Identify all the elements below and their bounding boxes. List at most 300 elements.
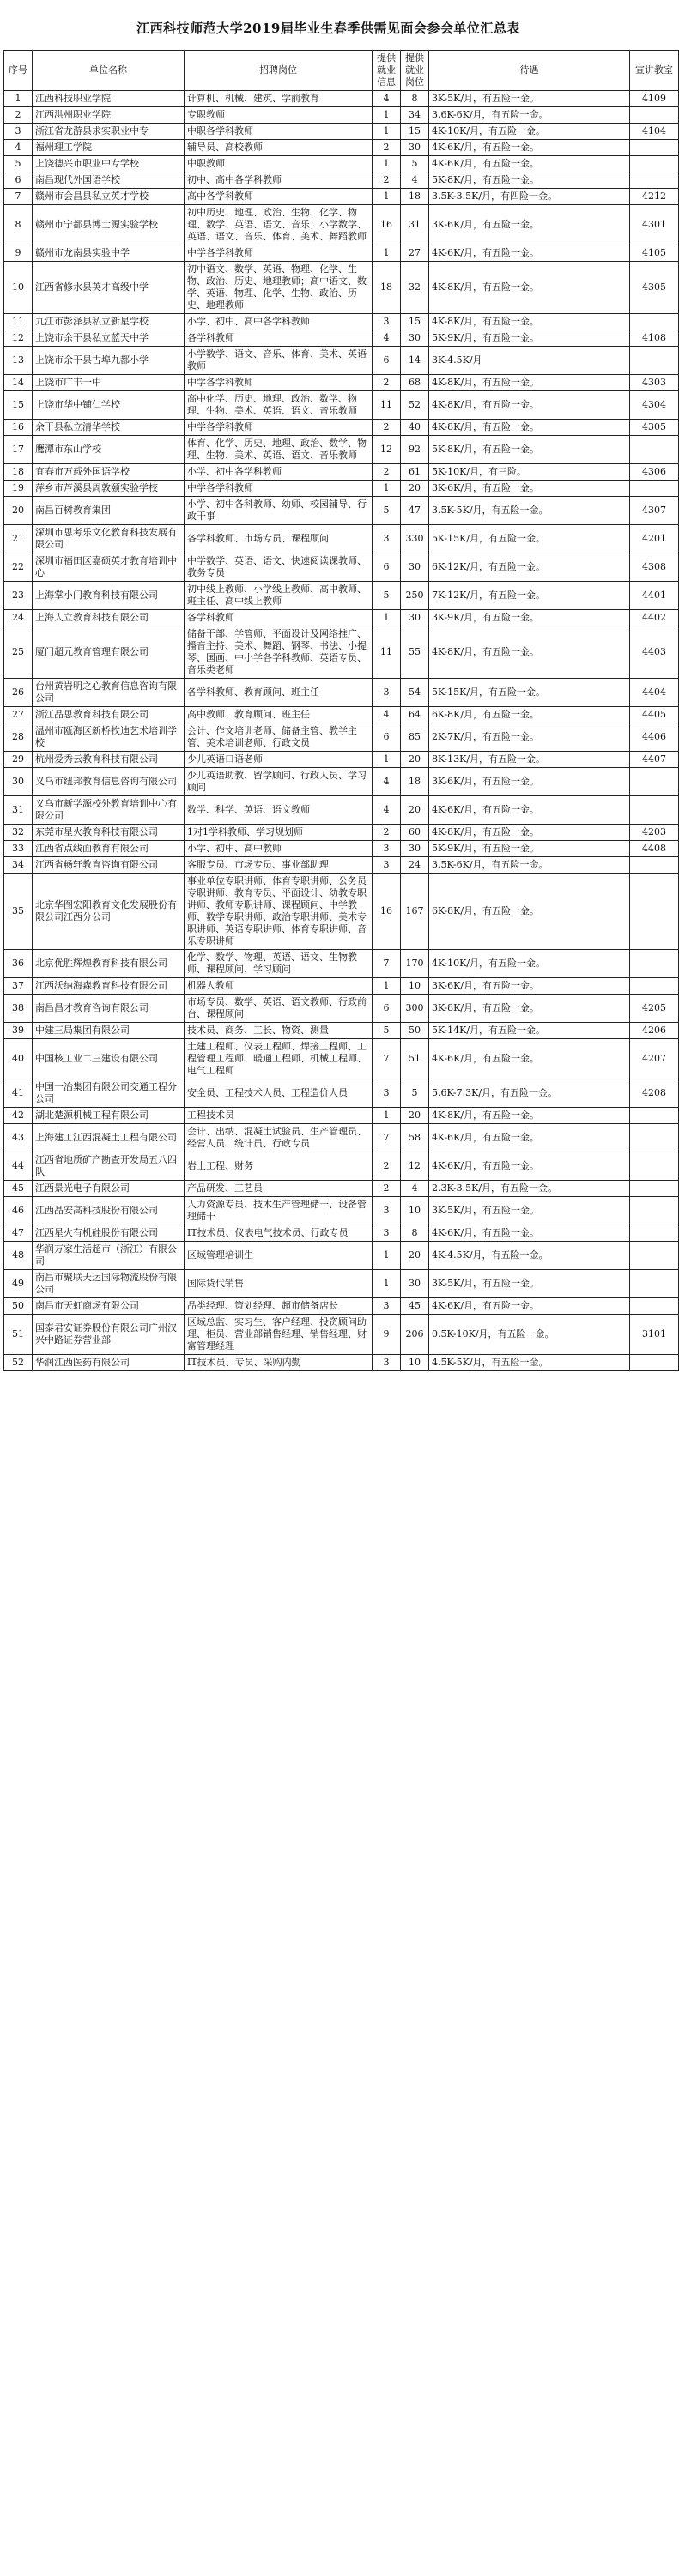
table-header-row [4, 51, 679, 91]
cell-unit-name: 南昌市天虹商场有限公司 [33, 1298, 185, 1315]
cell-unit-name: 浙江品思教育科技有限公司 [33, 707, 185, 723]
cell-unit-name: 江西省地质矿产勘查开发局五八四队 [33, 1152, 185, 1181]
table-row [4, 91, 679, 107]
table-row [4, 436, 679, 464]
cell-unit-name: 浙江省龙游县求实职业中专 [33, 124, 185, 140]
cell-provide-jobs: 30 [401, 553, 429, 582]
table-row [4, 610, 679, 626]
cell-positions: 储备干部、学管师、平面设计及网络推广、播音主持、美术、舞蹈、钢琴、书法、小提琴、国画、中小学各学科教师、英语专员、音乐类老师 [185, 626, 373, 679]
cell-provide-jobs: 92 [401, 436, 429, 464]
cell-no: 7 [4, 189, 33, 205]
cell-room: 4201 [630, 525, 679, 553]
table-row [4, 172, 679, 189]
cell-positions: 中学数学、英语、语文、快速阅读课教师、教务专员 [185, 553, 373, 582]
cell-unit-name: 南昌现代外国语学校 [33, 172, 185, 189]
cell-provide-jobs: 64 [401, 707, 429, 723]
cell-no: 31 [4, 796, 33, 825]
cell-pay: 6K-8K/月，有五险一金。 [429, 707, 630, 723]
cell-unit-name: 宜春市万载外国语学校 [33, 464, 185, 481]
cell-provide-info: 3 [373, 679, 401, 707]
cell-room: 4105 [630, 245, 679, 262]
cell-positions: 专职教师 [185, 107, 373, 124]
cell-positions: 国际货代销售 [185, 1270, 373, 1298]
cell-pay: 7K-12K/月，有五险一金。 [429, 582, 630, 610]
table-row [4, 497, 679, 525]
cell-provide-jobs: 206 [401, 1315, 429, 1355]
cell-unit-name: 江西省修水县英才高级中学 [33, 262, 185, 314]
cell-no: 51 [4, 1315, 33, 1355]
cell-no: 41 [4, 1079, 33, 1108]
cell-provide-jobs: 10 [401, 978, 429, 995]
cell-provide-jobs: 61 [401, 464, 429, 481]
table-row [4, 245, 679, 262]
table-row [4, 679, 679, 707]
table-row [4, 314, 679, 330]
cell-provide-info: 3 [373, 841, 401, 857]
cell-room: 4303 [630, 375, 679, 391]
cell-room: 4301 [630, 205, 679, 245]
cell-positions: 高中教师、教育顾问、班主任 [185, 707, 373, 723]
cell-pay: 4K-6K/月，有五险一金。 [429, 140, 630, 156]
cell-room: 4407 [630, 752, 679, 768]
cell-provide-jobs: 55 [401, 626, 429, 679]
cell-pay: 4K-8K/月，有五险一金。 [429, 420, 630, 436]
cell-unit-name: 厦门超元教育管理有限公司 [33, 626, 185, 679]
cell-no: 33 [4, 841, 33, 857]
cell-provide-info: 3 [373, 1079, 401, 1108]
table-row [4, 391, 679, 420]
cell-no: 24 [4, 610, 33, 626]
cell-room: 4104 [630, 124, 679, 140]
cell-room: 4206 [630, 1023, 679, 1039]
cell-room [630, 1152, 679, 1181]
table-row [4, 189, 679, 205]
cell-positions: 初中历史、地理、政治、生物、化学、物理、数学、英语、语文、音乐；小学数学、英语、语文、音乐、体育、美术、舞蹈教师 [185, 205, 373, 245]
cell-provide-jobs: 170 [401, 950, 429, 978]
table-row [4, 1315, 679, 1355]
cell-provide-jobs: 51 [401, 1039, 429, 1079]
cell-room: 4307 [630, 497, 679, 525]
cell-provide-info: 5 [373, 497, 401, 525]
cell-unit-name: 南昌昌才教育咨询有限公司 [33, 995, 185, 1023]
cell-no: 5 [4, 156, 33, 172]
table-row [4, 330, 679, 347]
cell-provide-jobs: 15 [401, 124, 429, 140]
cell-provide-info: 7 [373, 1124, 401, 1152]
cell-provide-jobs: 45 [401, 1298, 429, 1315]
cell-positions: 初中线上教师、小学线上教师、高中教师、班主任、高中线上教师 [185, 582, 373, 610]
cell-pay: 5.6K-7.3K/月，有五险一金。 [429, 1079, 630, 1108]
table-row [4, 347, 679, 375]
cell-provide-info: 9 [373, 1315, 401, 1355]
cell-positions: 事业单位专职讲师、体育专职讲师、公务员专职讲师、教育专员、平面设计、幼教专职讲师、教师专职讲师、课程顾问、中学教师、数学专职讲师、政治专职讲师、美术专职讲师、英语专职讲师、体育专职讲师、音乐专职讲师 [185, 874, 373, 950]
cell-provide-jobs: 4 [401, 1181, 429, 1197]
table-row [4, 1181, 679, 1197]
cell-provide-jobs: 24 [401, 857, 429, 874]
cell-positions: 工程技术员 [185, 1108, 373, 1124]
header-provide-info: 提供就业信息 [373, 51, 401, 91]
cell-unit-name: 江西星火有机硅股份有限公司 [33, 1225, 185, 1242]
cell-no: 37 [4, 978, 33, 995]
cell-positions: 土建工程师、仪表工程师、焊接工程师、工程管理工程师、暖通工程师、机械工程师、电气工程师 [185, 1039, 373, 1079]
cell-unit-name: 福州理工学院 [33, 140, 185, 156]
cell-room: 4207 [630, 1039, 679, 1079]
cell-positions: 产品研发、工艺员 [185, 1181, 373, 1197]
cell-no: 13 [4, 347, 33, 375]
cell-provide-info: 2 [373, 172, 401, 189]
cell-provide-info: 11 [373, 391, 401, 420]
cell-no: 18 [4, 464, 33, 481]
table-row [4, 995, 679, 1023]
cell-provide-jobs: 47 [401, 497, 429, 525]
cell-room [630, 1197, 679, 1225]
cell-pay: 0.5K-10K/月，有五险一金。 [429, 1315, 630, 1355]
cell-provide-info: 3 [373, 1298, 401, 1315]
cell-no: 42 [4, 1108, 33, 1124]
cell-provide-info: 1 [373, 610, 401, 626]
cell-pay: 3.6K-6K/月，有五险一金。 [429, 107, 630, 124]
cell-room [630, 1225, 679, 1242]
cell-pay: 6K-8K/月，有五险一金。 [429, 874, 630, 950]
cell-pay: 4K-4.5K/月，有五险一金。 [429, 1242, 630, 1270]
table-row [4, 1108, 679, 1124]
cell-positions: 小学、初中各科教师、幼师、校园辅导、行政干事 [185, 497, 373, 525]
cell-provide-jobs: 167 [401, 874, 429, 950]
cell-provide-jobs: 30 [401, 841, 429, 857]
cell-provide-jobs: 52 [401, 391, 429, 420]
cell-room [630, 107, 679, 124]
cell-no: 9 [4, 245, 33, 262]
cell-no: 22 [4, 553, 33, 582]
cell-room: 4402 [630, 610, 679, 626]
cell-no: 23 [4, 582, 33, 610]
cell-pay: 8K-13K/月，有五险一金。 [429, 752, 630, 768]
cell-room: 4203 [630, 825, 679, 841]
cell-positions: 化学、数学、物理、英语、语文、生物教师、课程顾问、学习顾问 [185, 950, 373, 978]
table-row [4, 796, 679, 825]
header-provide-jobs: 提供就业岗位 [401, 51, 429, 91]
cell-provide-jobs: 85 [401, 723, 429, 752]
cell-positions: 初中语文、数学、英语、物理、化学、生物、政治、历史、地理教师；高中语文、数学、英语、物理、化学、生物、政治、历史、地理教师 [185, 262, 373, 314]
table-row [4, 1039, 679, 1079]
cell-provide-jobs: 20 [401, 1242, 429, 1270]
cell-provide-jobs: 10 [401, 1355, 429, 1371]
table-row [4, 825, 679, 841]
cell-no: 20 [4, 497, 33, 525]
cell-room [630, 436, 679, 464]
cell-positions: 各学科教师 [185, 610, 373, 626]
cell-unit-name: 华润万家生活超市（浙江）有限公司 [33, 1242, 185, 1270]
cell-provide-jobs: 58 [401, 1124, 429, 1152]
cell-provide-jobs: 20 [401, 796, 429, 825]
table-body [4, 91, 679, 1371]
cell-no: 3 [4, 124, 33, 140]
cell-no: 35 [4, 874, 33, 950]
header-name: 单位名称 [33, 51, 185, 91]
cell-pay: 3K-8K/月，有五险一金。 [429, 995, 630, 1023]
cell-provide-info: 2 [373, 1181, 401, 1197]
cell-provide-info: 16 [373, 205, 401, 245]
cell-pay: 3.5K-3.5K/月，有四险一金。 [429, 189, 630, 205]
cell-unit-name: 湖北楚源机械工程有限公司 [33, 1108, 185, 1124]
table-row [4, 1023, 679, 1039]
cell-provide-info: 1 [373, 978, 401, 995]
cell-room: 4305 [630, 262, 679, 314]
cell-no: 12 [4, 330, 33, 347]
cell-pay: 4K-6K/月，有五险一金。 [429, 1124, 630, 1152]
table-row [4, 1197, 679, 1225]
cell-no: 19 [4, 481, 33, 497]
cell-provide-jobs: 18 [401, 768, 429, 796]
cell-room [630, 1270, 679, 1298]
cell-room: 4403 [630, 626, 679, 679]
cell-provide-jobs: 54 [401, 679, 429, 707]
cell-pay: 5K-8K/月，有五险一金。 [429, 172, 630, 189]
cell-provide-info: 2 [373, 140, 401, 156]
cell-room: 4405 [630, 707, 679, 723]
cell-pay: 3K-4.5K/月 [429, 347, 630, 375]
cell-provide-jobs: 250 [401, 582, 429, 610]
cell-provide-info: 4 [373, 707, 401, 723]
cell-provide-jobs: 5 [401, 1079, 429, 1108]
cell-pay: 4K-8K/月，有五险一金。 [429, 626, 630, 679]
table-row [4, 874, 679, 950]
cell-provide-jobs: 18 [401, 189, 429, 205]
cell-provide-info: 3 [373, 525, 401, 553]
cell-provide-info: 1 [373, 245, 401, 262]
cell-room: 4401 [630, 582, 679, 610]
cell-positions: 1对1学科教师、学习规划师 [185, 825, 373, 841]
cell-provide-info: 7 [373, 1039, 401, 1079]
cell-provide-info: 4 [373, 796, 401, 825]
table-row [4, 752, 679, 768]
cell-provide-info: 2 [373, 464, 401, 481]
cell-no: 29 [4, 752, 33, 768]
cell-positions: 小学、初中各学科教师 [185, 464, 373, 481]
cell-positions: 区域管理培训生 [185, 1242, 373, 1270]
cell-unit-name: 上饶市华中铺仁学校 [33, 391, 185, 420]
cell-positions: 小学数学、语文、音乐、体育、美术、英语教师 [185, 347, 373, 375]
cell-provide-info: 3 [373, 1197, 401, 1225]
header-positions: 招聘岗位 [185, 51, 373, 91]
table-row [4, 1124, 679, 1152]
cell-room: 4406 [630, 723, 679, 752]
cell-room [630, 1108, 679, 1124]
cell-no: 32 [4, 825, 33, 841]
cell-pay: 3.5K-6K/月，有五险一金。 [429, 857, 630, 874]
cell-positions: 体育、化学、历史、地理、政治、数学、物理、生物、美术、英语、语文、音乐教师 [185, 436, 373, 464]
cell-pay: 2K-7K/月，有五险一金。 [429, 723, 630, 752]
cell-unit-name: 江西科技职业学院 [33, 91, 185, 107]
cell-no: 36 [4, 950, 33, 978]
table-row [4, 124, 679, 140]
cell-provide-jobs: 12 [401, 1152, 429, 1181]
cell-room [630, 172, 679, 189]
cell-positions: 中学各学科教师 [185, 245, 373, 262]
table-row [4, 1298, 679, 1315]
cell-provide-jobs: 4 [401, 172, 429, 189]
cell-no: 49 [4, 1270, 33, 1298]
cell-provide-jobs: 30 [401, 1270, 429, 1298]
cell-no: 44 [4, 1152, 33, 1181]
cell-no: 27 [4, 707, 33, 723]
cell-no: 25 [4, 626, 33, 679]
table-row [4, 420, 679, 436]
cell-unit-name: 深圳市福田区嘉硕英才教育培训中心 [33, 553, 185, 582]
cell-no: 17 [4, 436, 33, 464]
cell-positions: 中职教师 [185, 156, 373, 172]
cell-unit-name: 余干县私立清华学校 [33, 420, 185, 436]
cell-positions: 会计、出纳、混凝土试验员、生产管理员、经营人员、统计员、行政专员 [185, 1124, 373, 1152]
cell-provide-info: 2 [373, 420, 401, 436]
cell-pay: 4K-6K/月，有五险一金。 [429, 1039, 630, 1079]
table-row [4, 375, 679, 391]
cell-provide-jobs: 20 [401, 752, 429, 768]
cell-positions: 高中化学、历史、地理、政治、数学、物理、生物、美术、英语、语文、音乐教师 [185, 391, 373, 420]
cell-no: 45 [4, 1181, 33, 1197]
cell-pay: 4K-8K/月，有五险一金。 [429, 391, 630, 420]
cell-room: 4408 [630, 841, 679, 857]
cell-pay: 3.5K-5K/月，有五险一金。 [429, 497, 630, 525]
cell-provide-info: 3 [373, 1355, 401, 1371]
cell-positions: 中职各学科教师 [185, 124, 373, 140]
cell-no: 16 [4, 420, 33, 436]
table-row [4, 857, 679, 874]
cell-no: 40 [4, 1039, 33, 1079]
cell-room [630, 1124, 679, 1152]
cell-unit-name: 江西省畅轩教育咨询有限公司 [33, 857, 185, 874]
table-row [4, 140, 679, 156]
cell-room: 4305 [630, 420, 679, 436]
cell-no: 52 [4, 1355, 33, 1371]
cell-provide-jobs: 32 [401, 262, 429, 314]
cell-provide-info: 1 [373, 107, 401, 124]
cell-pay: 3K-5K/月，有五险一金。 [429, 1270, 630, 1298]
cell-provide-jobs: 330 [401, 525, 429, 553]
table-row [4, 1152, 679, 1181]
cell-unit-name: 江西省点线面教育有限公司 [33, 841, 185, 857]
cell-pay: 5K-15K/月，有五险一金。 [429, 679, 630, 707]
cell-positions: 技术员、商务、工长、物资、测量 [185, 1023, 373, 1039]
cell-room: 4205 [630, 995, 679, 1023]
cell-pay: 3K-9K/月，有五险一金。 [429, 610, 630, 626]
cell-positions: 安全员、工程技术人员、工程造价人员 [185, 1079, 373, 1108]
cell-positions: 中学各学科教师 [185, 481, 373, 497]
cell-no: 10 [4, 262, 33, 314]
cell-room [630, 1298, 679, 1315]
cell-positions: IT技术员、仪表电气技术员、行政专员 [185, 1225, 373, 1242]
cell-no: 48 [4, 1242, 33, 1270]
cell-provide-jobs: 15 [401, 314, 429, 330]
cell-unit-name: 江西晶安高科技股份有限公司 [33, 1197, 185, 1225]
cell-unit-name: 江西沃纳海森教育科技有限公司 [33, 978, 185, 995]
cell-positions: IT技术员、专员、采购内勤 [185, 1355, 373, 1371]
document-title: 江西科技师范大学2019届毕业生春季供需见面会参会单位汇总表 [136, 21, 520, 36]
cell-unit-name: 江西景光电子有限公司 [33, 1181, 185, 1197]
cell-pay: 3K-6K/月，有五险一金。 [429, 205, 630, 245]
cell-provide-info: 4 [373, 330, 401, 347]
table-row [4, 1079, 679, 1108]
cell-positions: 高中各学科教师 [185, 189, 373, 205]
cell-unit-name: 东莞市星火教育科技有限公司 [33, 825, 185, 841]
cell-provide-info: 6 [373, 347, 401, 375]
cell-pay: 3K-5K/月，有五险一金。 [429, 1197, 630, 1225]
cell-unit-name: 上海人立教育科技有限公司 [33, 610, 185, 626]
cell-unit-name: 上饶市余干县私立蓝天中学 [33, 330, 185, 347]
cell-unit-name: 中国核工业二三建设有限公司 [33, 1039, 185, 1079]
cell-provide-info: 1 [373, 156, 401, 172]
cell-room: 4306 [630, 464, 679, 481]
cell-no: 4 [4, 140, 33, 156]
header-pay: 待遇 [429, 51, 630, 91]
cell-positions: 客服专员、市场专员、事业部助理 [185, 857, 373, 874]
cell-pay: 3K-6K/月，有五险一金。 [429, 978, 630, 995]
cell-room [630, 978, 679, 995]
table-row [4, 841, 679, 857]
cell-unit-name: 上饶市广丰一中 [33, 375, 185, 391]
cell-provide-info: 4 [373, 91, 401, 107]
cell-provide-jobs: 40 [401, 420, 429, 436]
cell-provide-info: 1 [373, 481, 401, 497]
cell-provide-jobs: 30 [401, 610, 429, 626]
cell-provide-info: 1 [373, 124, 401, 140]
cell-room [630, 1355, 679, 1371]
cell-unit-name: 赣州市宁都县博士源实验学校 [33, 205, 185, 245]
cell-positions: 市场专员、数学、英语、语文教师、行政前台、课程顾问 [185, 995, 373, 1023]
cell-unit-name: 上饶市余干县古埠九都小学 [33, 347, 185, 375]
cell-provide-jobs: 5 [401, 156, 429, 172]
cell-room [630, 481, 679, 497]
cell-positions: 岩土工程、财务 [185, 1152, 373, 1181]
cell-room [630, 950, 679, 978]
cell-pay: 4K-6K/月，有五险一金。 [429, 1225, 630, 1242]
table-row [4, 525, 679, 553]
cell-positions: 小学、初中、高中各学科教师 [185, 314, 373, 330]
table-row [4, 978, 679, 995]
table-row [4, 768, 679, 796]
cell-unit-name: 中建三局集团有限公司 [33, 1023, 185, 1039]
cell-unit-name: 赣州市龙南县实验中学 [33, 245, 185, 262]
cell-room [630, 347, 679, 375]
cell-positions: 少儿英语助教、留学顾问、行政人员、学习顾问 [185, 768, 373, 796]
cell-no: 30 [4, 768, 33, 796]
table-row [4, 553, 679, 582]
cell-positions: 人力资源专员、技术生产管理储干、设备管理储干 [185, 1197, 373, 1225]
cell-room [630, 140, 679, 156]
cell-pay: 4K-6K/月，有五险一金。 [429, 1298, 630, 1315]
cell-provide-info: 6 [373, 995, 401, 1023]
cell-positions: 计算机、机械、建筑、学前教育 [185, 91, 373, 107]
cell-provide-info: 2 [373, 1152, 401, 1181]
header-room: 宣讲教室 [630, 51, 679, 91]
cell-unit-name: 上海建工江西混凝土工程有限公司 [33, 1124, 185, 1152]
table-row [4, 1242, 679, 1270]
cell-unit-name: 杭州爱秀云教育科技有限公司 [33, 752, 185, 768]
cell-pay: 4K-6K/月，有五险一金。 [429, 245, 630, 262]
cell-room [630, 796, 679, 825]
cell-unit-name: 台州黄岩明之心教育信息咨询有限公司 [33, 679, 185, 707]
cell-unit-name: 义乌市新学源校外教育培训中心有限公司 [33, 796, 185, 825]
cell-provide-jobs: 20 [401, 1108, 429, 1124]
table-row [4, 262, 679, 314]
cell-provide-info: 1 [373, 752, 401, 768]
table-row [4, 626, 679, 679]
cell-provide-info: 7 [373, 950, 401, 978]
cell-unit-name: 北京优胜辉煌教育科技有限公司 [33, 950, 185, 978]
cell-positions: 各学科教师 [185, 330, 373, 347]
cell-room [630, 768, 679, 796]
cell-provide-jobs: 20 [401, 481, 429, 497]
